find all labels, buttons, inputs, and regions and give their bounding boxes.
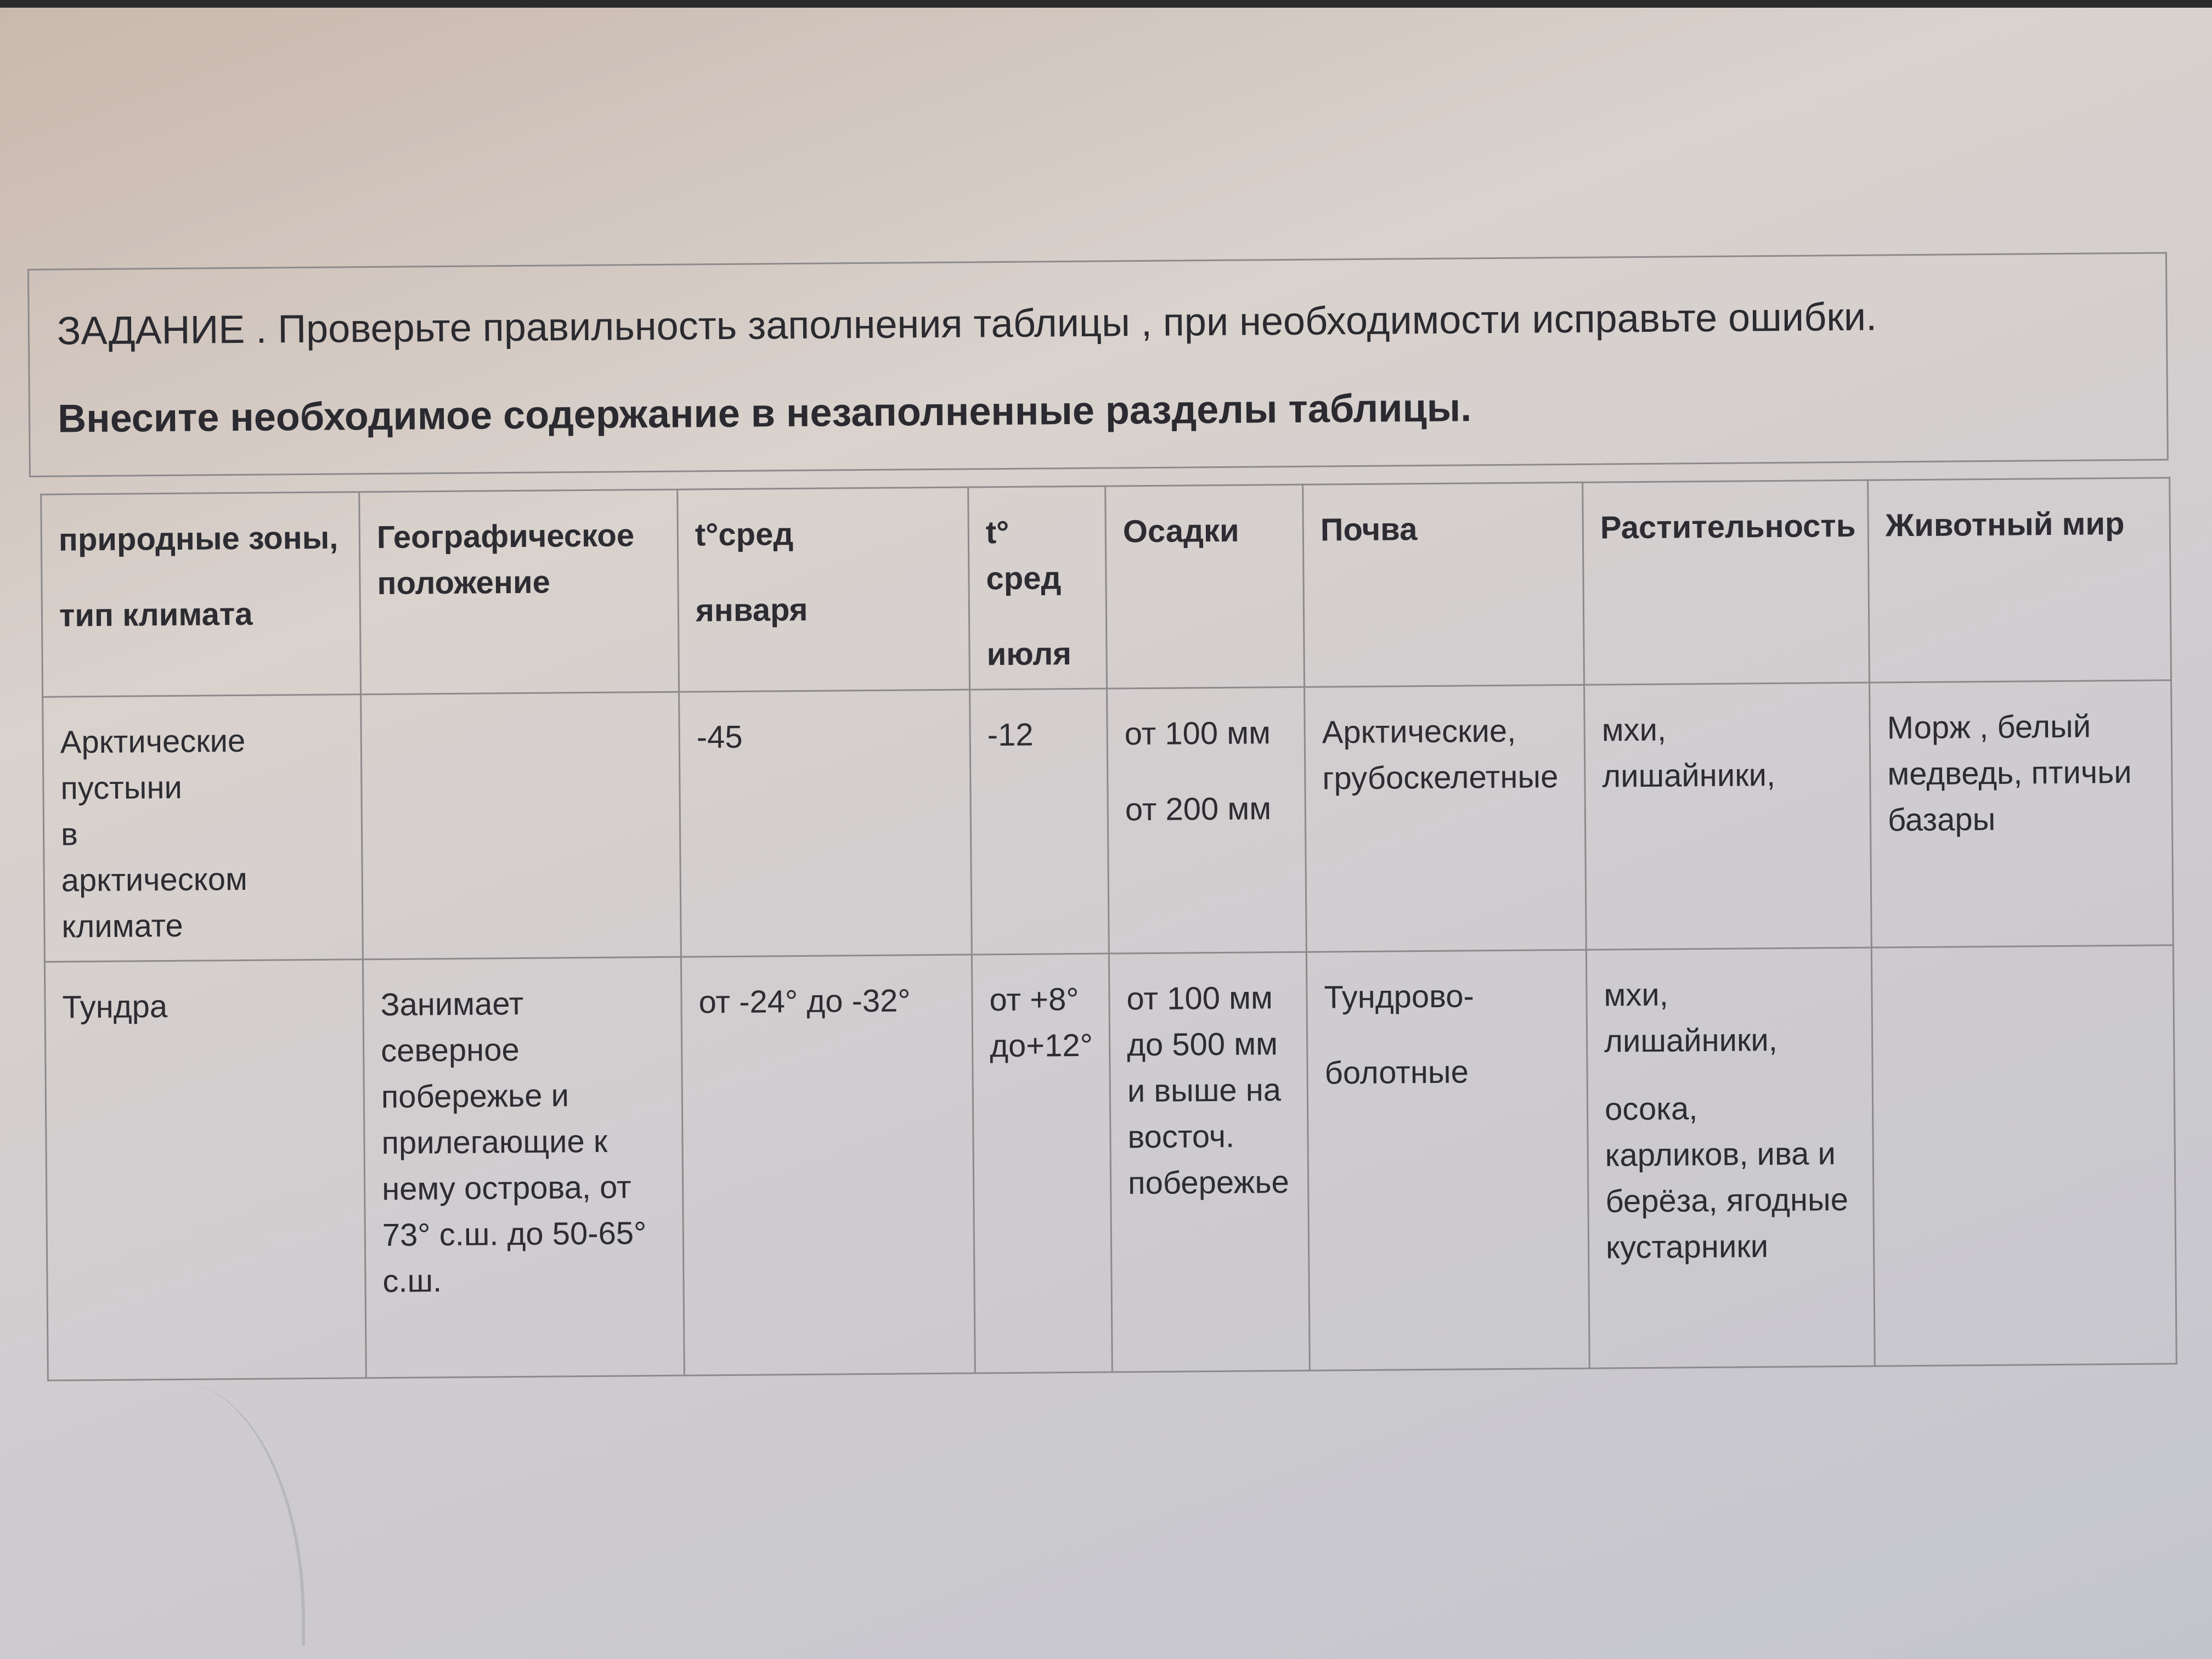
task-instruction-line-1: ЗАДАНИЕ . Проверьте правильность заполнения таблицы , при необходимости исправьте ошибки.: [57, 295, 1877, 353]
header-zone: [41, 492, 361, 697]
cell-zone: Тундра: [44, 960, 366, 1381]
header-zone-line1: природные зоны,: [58, 520, 338, 558]
header-tjan-line1: t°сред: [695, 516, 794, 553]
cell-soil: Арктические, грубоскелетные: [1305, 685, 1587, 952]
cell-geo: Занимает северное побережье и прилегающие к нему острова, от 73° с.ш. до 50-65° с.ш.: [363, 957, 684, 1378]
cell-fauna: Морж , белый медведь, птичьи базары: [1870, 680, 2174, 947]
header-fauna: Животный мир: [1868, 478, 2171, 682]
header-tjul-line1: t° сред: [985, 514, 1062, 597]
task-instruction-line-2: Внесите необходимое содержание в незаполненные разделы таблицы.: [57, 386, 1472, 441]
cell-tjul: -12: [970, 689, 1109, 955]
cell-tjan: от -24° до -32°: [681, 955, 975, 1375]
photo-top-edge: [0, 0, 2212, 8]
header-tjan: [678, 487, 970, 692]
worksheet: [27, 252, 2181, 1322]
cell-tjan: -45: [679, 690, 972, 957]
cell-precip-line1: от 100 мм: [1124, 715, 1271, 752]
table-header-row: [41, 478, 2171, 697]
header-soil: Почва: [1303, 482, 1584, 687]
natural-zones-table: [40, 477, 2177, 1381]
header-tjul: [968, 486, 1107, 690]
header-geo-line2: положение: [377, 564, 551, 602]
cell-zone: Арктические пустыни в арктическом климате: [43, 695, 363, 962]
header-tjul-line2: июля: [986, 636, 1072, 673]
header-geo: [359, 489, 679, 695]
paper-curl-shadow: [165, 1383, 305, 1646]
header-flora: Растительность: [1583, 480, 1870, 685]
header-tjan-line2: января: [695, 591, 808, 629]
cell-soil: [1306, 950, 1589, 1370]
cell-flora: [1586, 947, 1875, 1368]
header-zone-line2: тип климата: [59, 596, 253, 634]
cell-soil-line1: Тундрово-: [1324, 978, 1475, 1015]
cell-precip: [1107, 687, 1307, 953]
table-row: [43, 680, 2174, 962]
cell-flora: мхи, лишайники,: [1584, 682, 1872, 950]
header-precip: Осадки: [1105, 484, 1305, 689]
cell-geo: [361, 692, 681, 960]
task-box: [27, 252, 2169, 477]
header-geo-line1: Географическое: [376, 517, 635, 556]
cell-precip-line2: от 200 мм: [1125, 791, 1272, 828]
cell-flora-part1: мхи, лишайники,: [1604, 977, 1778, 1059]
cell-fauna: [1871, 945, 2176, 1366]
cell-flora-part2: осока, карликов, ива и берёза, ягодные кустарники: [1604, 1091, 1849, 1266]
cell-tjul: от +8° до+12°: [972, 953, 1112, 1373]
cell-precip: от 100 мм до 500 мм и выше на восточ. побережье: [1109, 952, 1310, 1372]
cell-soil-line2: болотные: [1324, 1054, 1469, 1091]
table-row: [44, 945, 2176, 1380]
